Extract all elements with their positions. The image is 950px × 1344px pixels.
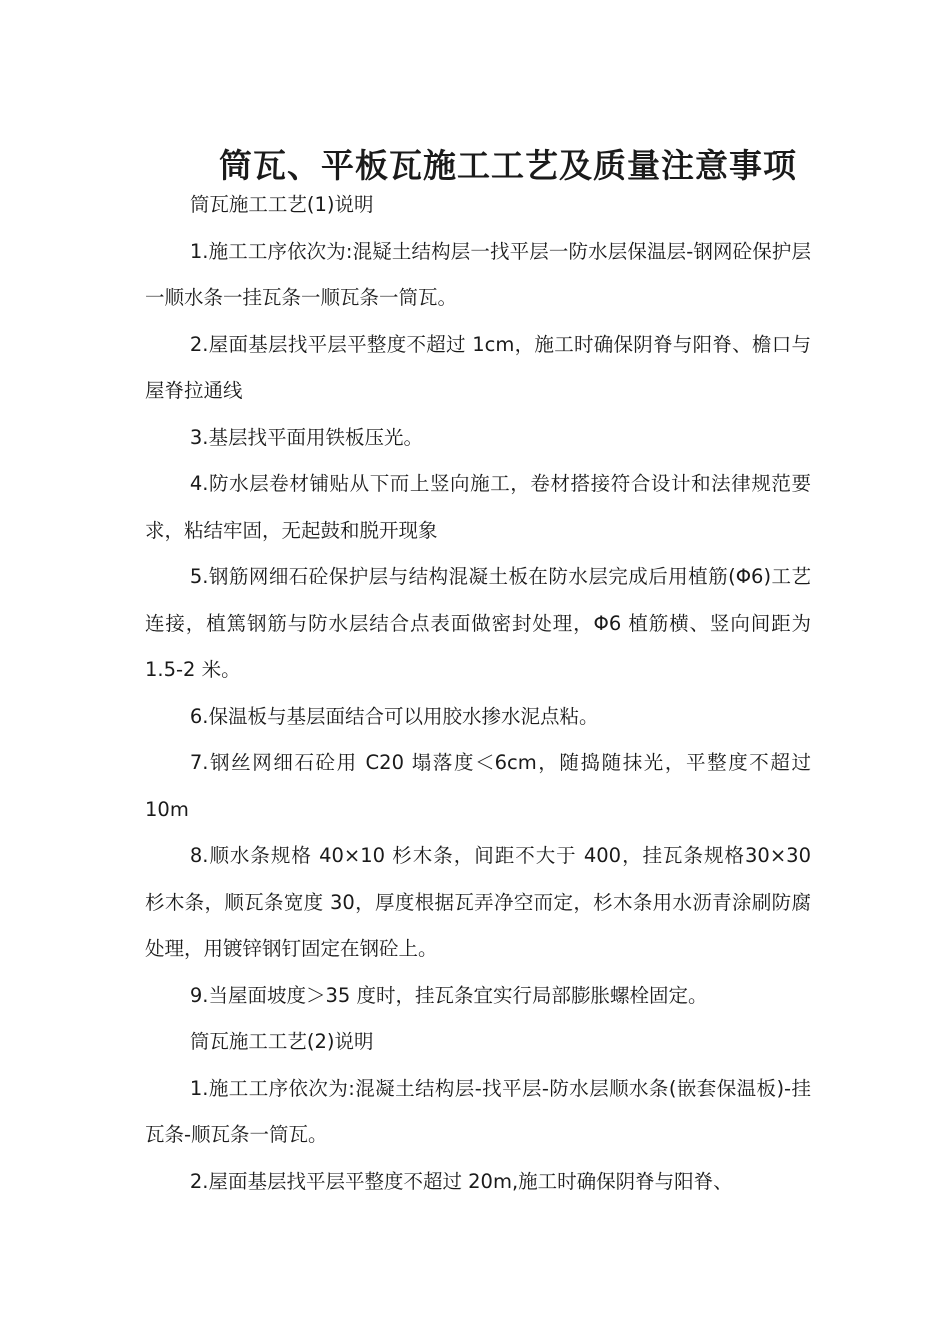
paragraph: 1.施工工序依次为:混凝土结构层-找平层-防水层顺水条(嵌套保温板)-挂瓦条-顺瓦条一筒瓦。 <box>145 1076 811 1146</box>
paragraph: 9.当屋面坡度＞35 度时，挂瓦条宜实行局部膨胀螺栓固定。 <box>189 983 708 1007</box>
section-heading-1: 筒瓦施工工艺(1)说明 <box>189 193 374 216</box>
paragraph: 6.保温板与基层面结合可以用胶水掺水泥点粘。 <box>189 704 599 728</box>
document-body <box>145 182 811 1205</box>
paragraph: 8.顺水条规格 40×10 杉木条，间距不大于 400，挂瓦条规格30×30 杉木条，顺瓦条宽度 30，厚度根据瓦弄净空而定，杉木条用水沥青涂刷防腐处理，用镀锌钢钉固定在钢砼上。 <box>145 844 811 960</box>
paragraph: 3.基层找平面用铁板压光。 <box>189 425 423 449</box>
paragraph: 4.防水层卷材铺贴从下而上竖向施工，卷材搭接符合设计和法律规范要求，粘结牢固，无起鼓和脱开现象 <box>145 472 811 542</box>
section-heading-2: 筒瓦施工工艺(2)说明 <box>189 1030 374 1053</box>
paragraph: 2.屋面基层找平层平整度不超过 1cm，施工时确保阴脊与阳脊、檐口与屋脊拉通线 <box>145 332 811 402</box>
paragraph: 7.钢丝网细石砼用 C20 塌落度＜6cm，随捣随抹光，平整度不超过 10m <box>145 751 811 821</box>
paragraph: 1.施工工序依次为:混疑土结构层一找平层一防水层保温层-钢网砼保护层一顺水条一挂瓦条一顺瓦条一筒瓦。 <box>145 239 811 309</box>
document-title: 筒瓦、平板瓦施工工艺及质量注意事项 <box>219 146 797 186</box>
paragraph: 5.钢筋网细石砼保护层与结构混凝土板在防水层完成后用植筋(Φ6)工艺连接，植篤钢筋与防水层结合点表面做密封处理，Φ6 植筋横、竖向间距为 1.5-2 米。 <box>145 565 811 681</box>
paragraph: 2.屋面基层找平层平整度不超过 20m,施工时确保阴脊与阳脊、 <box>189 1169 733 1193</box>
